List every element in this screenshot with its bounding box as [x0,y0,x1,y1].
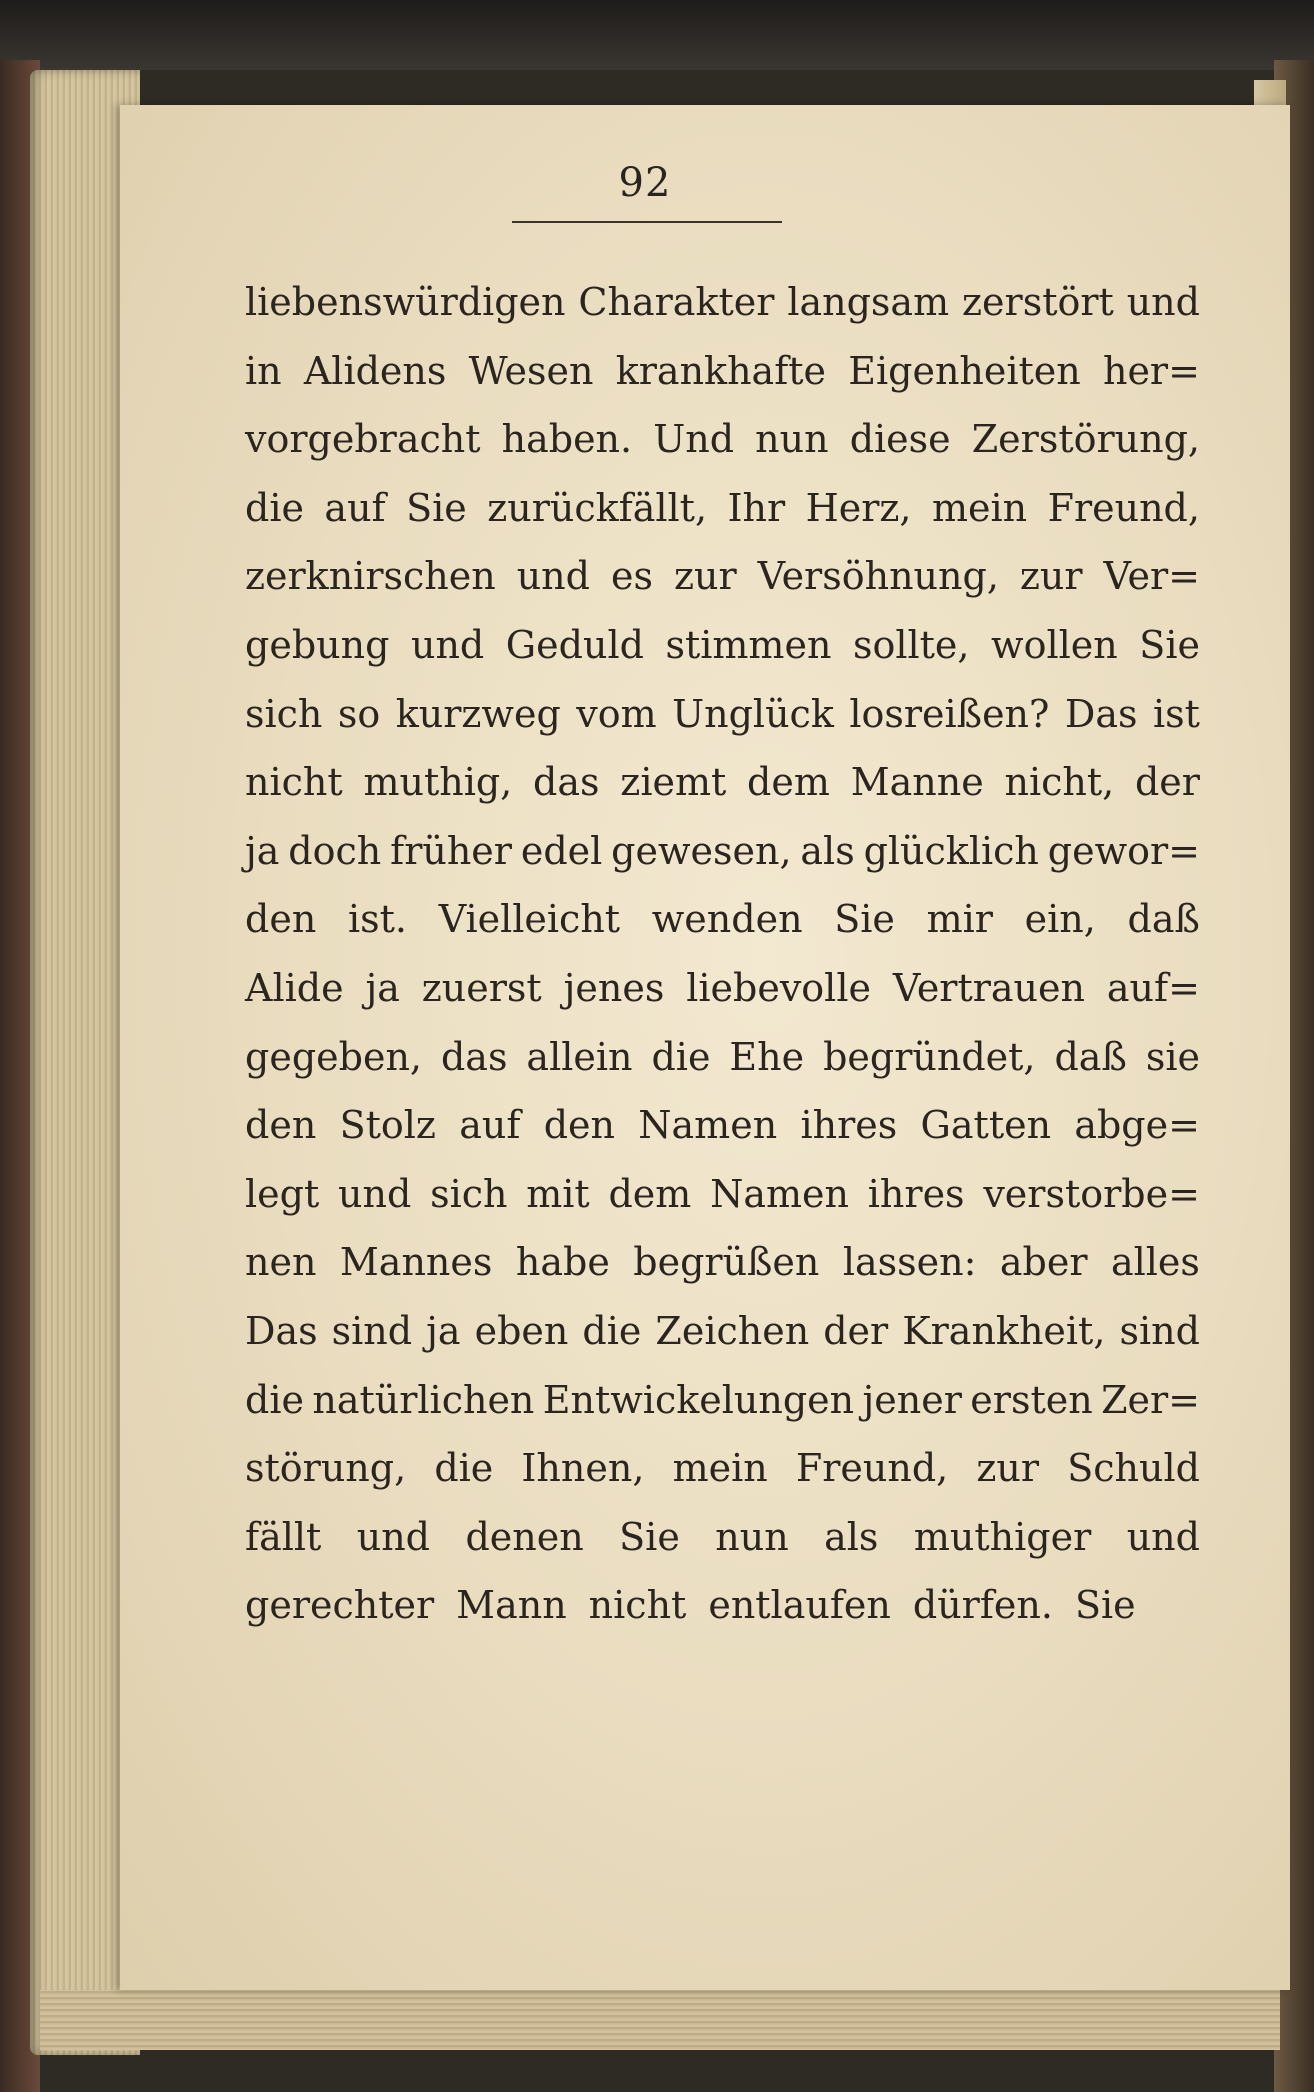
word: Das [1064,691,1138,736]
word: begründet, [823,1034,1036,1079]
word: sind [1119,1308,1200,1353]
word: Namen [710,1171,850,1216]
word: und [1126,280,1200,324]
word: früher [390,828,512,873]
word: den [245,897,317,942]
word: wollen [991,622,1118,667]
text-line [245,542,1200,611]
word: fällt [245,1514,322,1559]
text-line [245,1366,1200,1435]
text-line [245,1091,1200,1160]
text-line [245,1503,1200,1572]
word: störung, [245,1446,407,1491]
word: gewesen, [611,828,792,873]
page-number: 92 [618,160,672,206]
word: gerechter [245,1583,435,1628]
word: Geduld [505,622,644,667]
word: jenes [563,965,665,1010]
word: so [337,691,381,736]
word: nicht, [1004,760,1115,805]
text-line [245,1160,1200,1229]
word: Alide [245,965,344,1010]
word: daß [1054,1034,1127,1079]
word: doch [288,828,382,873]
word: Das [245,1308,318,1353]
word: jener [862,1377,962,1422]
word: die [651,1034,711,1079]
text-line [245,1434,1200,1503]
word: sich [430,1171,508,1216]
word: in [245,348,282,393]
word: Und [653,417,735,462]
word: gegeben, [245,1034,422,1079]
word: Ehe [729,1034,805,1079]
word: Schuld [1067,1446,1200,1491]
word: alles [1110,1240,1200,1285]
word: mein [931,485,1028,530]
word: Charakter [578,280,775,324]
word: zur [673,554,737,599]
word: Herz, [805,485,912,530]
word: Sie [1074,1583,1136,1628]
word: zerstört [962,280,1114,324]
word: Mannes [339,1240,493,1285]
word: muthiger [913,1514,1092,1559]
word: mir [926,897,993,942]
word: vorgebracht [245,417,481,462]
word: zerknirschen [245,554,496,599]
word: die [582,1308,642,1353]
word: ihres [867,1171,965,1216]
word: nicht [245,760,343,805]
word: Zer= [1101,1377,1200,1422]
word: Mann [456,1583,567,1628]
word: auf [324,485,386,530]
word: gebung [245,622,390,667]
word: Wesen [468,348,594,393]
word: Ver= [1103,554,1200,599]
text-line [245,748,1200,817]
word: Ihnen, [521,1446,645,1491]
word: krankhafte [615,348,827,393]
word: den [245,1103,317,1148]
text-line [245,885,1200,954]
word: und [410,622,485,667]
word: Versöhnung, [757,554,999,599]
word: zuerst [421,965,542,1010]
text-line [245,954,1200,1023]
word: zurückfällt, [487,485,708,530]
word: Unglück [672,691,834,736]
word: und [338,1171,412,1216]
word: lassen: [842,1240,977,1285]
word: wenden [651,897,803,942]
word: liebenswürdigen [245,280,566,324]
word: und [516,554,590,599]
word: ja [365,965,400,1010]
word: aber [999,1240,1088,1285]
text-line [245,337,1200,406]
word: sind [331,1308,413,1353]
word: sie [1145,1034,1200,1079]
word: sich [245,691,323,736]
text-line [245,1023,1200,1092]
text-line [245,405,1200,474]
text-line [245,1228,1200,1297]
word: und [356,1514,431,1559]
word: dem [747,760,830,805]
word: habe [515,1240,610,1285]
text-line [245,268,1200,337]
word: natürlichen [312,1377,535,1422]
word: Eigenheiten [848,348,1081,393]
word: zur [1019,554,1083,599]
word: der [1134,760,1200,805]
word: her= [1102,348,1200,393]
word: sollte, [852,622,970,667]
text-line [245,680,1200,749]
text-line [245,1571,1200,1640]
word: allein [526,1034,633,1079]
word: diese [849,417,951,462]
word: Manne [850,760,984,805]
word: der [823,1308,889,1353]
word: das [440,1034,508,1079]
word: gewor= [1047,828,1200,873]
word: zur [976,1446,1040,1491]
word: und [1126,1514,1200,1559]
word: Sie [834,897,895,942]
word: langsam [787,280,950,324]
word: haben. [501,417,633,462]
word: Zerstörung, [971,417,1200,462]
word: mein [672,1446,768,1491]
word: Krankheit, [902,1308,1106,1353]
word: Freund, [795,1446,949,1491]
word: Sie [619,1514,680,1559]
word: Vertrauen [892,965,1085,1010]
word: eben [474,1308,569,1353]
word: Vielleicht [438,897,621,942]
word: mit [526,1171,590,1216]
word: glücklich [863,828,1039,873]
word: Ihr [727,485,786,530]
word: denen [465,1514,584,1559]
text-line [245,474,1200,543]
word: abge= [1074,1103,1200,1148]
word: es [610,554,653,599]
word: edel [520,828,603,873]
word: begrüßen [633,1240,820,1285]
word: Freund, [1047,485,1200,530]
word: ist. [347,897,407,942]
word: ersten [970,1377,1093,1422]
word: entlaufen [708,1583,891,1628]
word: liebevolle [686,965,871,1010]
word: auf [459,1103,521,1148]
word: Namen [638,1103,778,1148]
word: die [245,485,304,530]
word: ziemt [620,760,727,805]
word: nen [245,1240,317,1285]
word: ja [426,1308,461,1353]
word: muthig, [363,760,513,805]
word: Alidens [303,348,447,393]
word: als [824,1514,879,1559]
word: die [245,1377,304,1422]
word: vom [576,691,657,736]
word: nun [755,417,829,462]
header-rule [512,221,782,223]
word: verstorbe= [983,1171,1200,1216]
word: Entwickelungen [542,1377,855,1422]
word: Gatten [920,1103,1052,1148]
word: kurzweg [395,691,561,736]
word: das [533,760,600,805]
word: Stolz [339,1103,436,1148]
word: den [543,1103,615,1148]
body-text [245,268,1200,1640]
page-stack-bottom [40,1990,1280,2050]
word: dem [608,1171,692,1216]
word: nicht [588,1583,687,1628]
word: dürfen. [912,1583,1053,1628]
word: stimmen [665,622,832,667]
word: Sie [1139,622,1200,667]
word: Zeichen [655,1308,810,1353]
word: ja [245,828,280,873]
word: nun [715,1514,789,1559]
word: ihres [800,1103,898,1148]
text-line [245,817,1200,886]
book-cover-top [0,0,1314,70]
word: die [434,1446,494,1491]
word: als [800,828,855,873]
word: daß [1127,897,1200,942]
text-line [245,1297,1200,1366]
word: ein, [1024,897,1096,942]
word: ist [1152,691,1200,736]
word: Sie [406,485,467,530]
text-line [245,611,1200,680]
word: losreißen? [849,691,1050,736]
word: legt [245,1171,320,1216]
word: auf= [1106,965,1200,1010]
